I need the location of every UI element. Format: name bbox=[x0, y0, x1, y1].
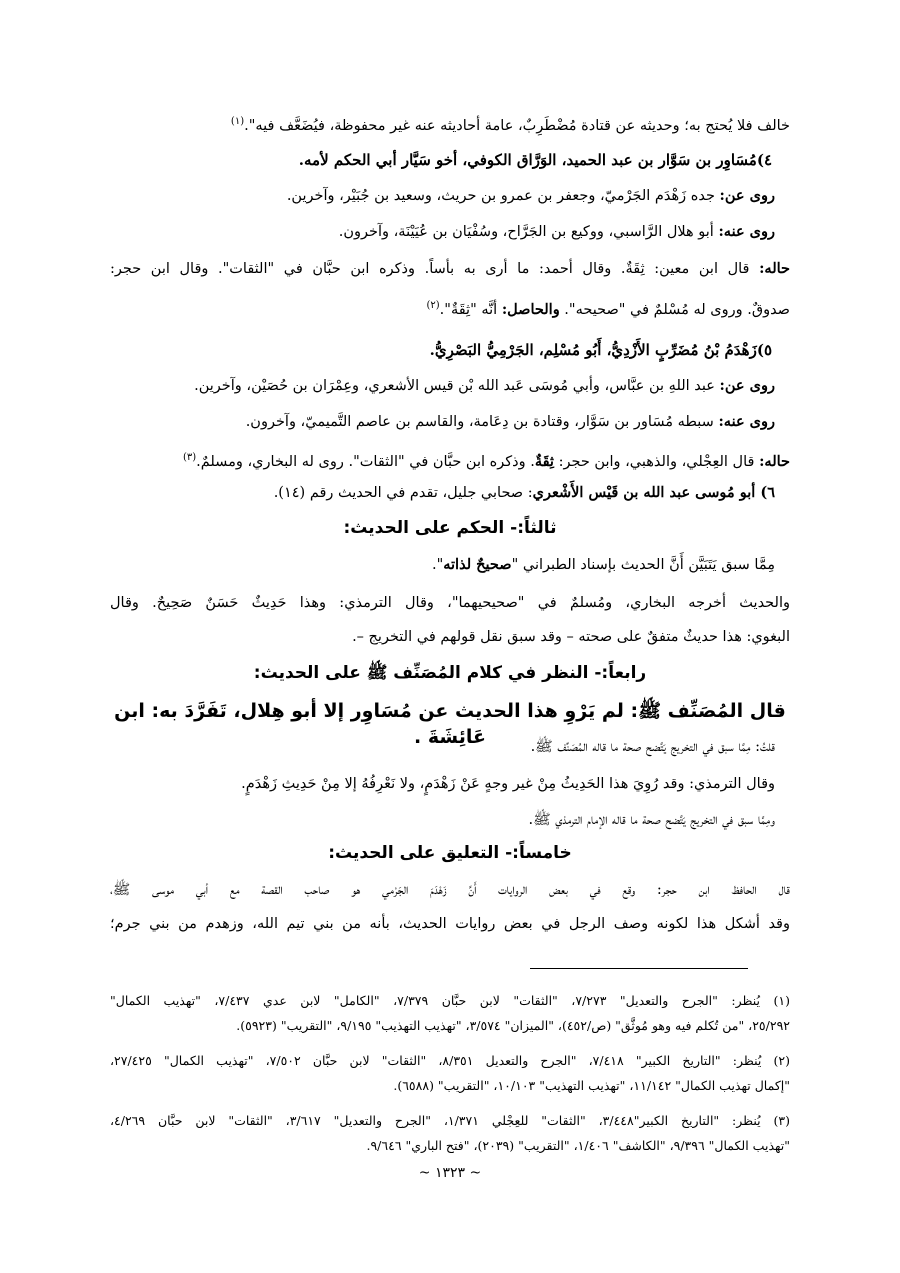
body-line-1: خالف فلا يُحتج به؛ وحديثه عن قتادة مُضْطَرِبٌ، عامة أحاديثه عنه غير محفوظة، فيُضَعَّف فيه".$^{(١)}$ bbox=[230, 116, 790, 134]
section-heading-ruling: ثالثاً:- الحكم على الحديث: bbox=[343, 518, 557, 538]
footnote-ref-2: (٢) bbox=[426, 300, 440, 311]
footnote-separator bbox=[530, 968, 748, 969]
body-line-status: حاله: قال ابن معين: ثِقَةٌ. وقال أحمد: ما أرى به بأساً. وذكره ابن حبَّان في "الثقات". وقال ابن حجر: bbox=[110, 260, 790, 277]
body-line-conclusion: صدوقٌ. وروى له مُسْلمٌ في "صحيحه". والحاصل: أنَّه "ثِقَةٌ".$^{(٢)}$ bbox=[426, 300, 790, 318]
narrator-heading-6: ٦) أبو مُوسى عبد الله بن قَيْس الأَشْعري: صحابي جليل، تقدم في الحديث رقم (١٤). bbox=[273, 484, 775, 501]
body-line-commentary-2: وقد أشكل هذا لكونه وصف الرجل في بعض روايات الحديث، بأنه من بني تيم الله، وزهدم من بني جرم؛ bbox=[110, 916, 790, 932]
body-line-commentary-1: قال الحافظ ابن حجر: وقع في بعض الروايات أَنَّ زَهْدَمَ الجَرْمي هو صاحب القصة مع أبي موسى ﷺ، bbox=[110, 882, 790, 898]
footnote-3-line-1: (٣) يُنظر: "التاريخ الكبير"٣/٤٤٨، "الثقات" للعِجْلي ١/٣٧١، "الجرح والتعديل" ٣/٦١٧، "الثقات" لابن حبَّان ٤/٢٦٩، bbox=[110, 1113, 791, 1128]
section-heading-commentary: خامساً:- التعليق على الحديث: bbox=[328, 843, 572, 863]
section-heading-author-view: رابعاً:- النظر في كلام المُصَنِّف ﷺ على الحديث: bbox=[253, 663, 647, 683]
narrator-heading-5: ٥)زَهْدَمُ بْنُ مُضَرِّبٍ الأَزْدِيُّ، أَبُو مُسْلِم، الجَرْمِيُّ البَصْرِيُّ. bbox=[429, 341, 772, 359]
narrator-heading-4: ٤)مُسَاوِر بن سَوَّار بن عبد الحميد، الوَرَّاق الكوفي، أخو سَيَّار أبي الحكم لأمه. bbox=[298, 151, 772, 169]
body-line-takhrij: والحديث أخرجه البخاري، ومُسلمٌ في "صحيحيهما"، وقال الترمذي: وهذا حَدِيثٌ حَسَنٌ صَحِيحٌ. وقال bbox=[110, 595, 790, 611]
author-quote: قال المُصَنِّف ﷺ: لم يَرْوِ هذا الحديث عن مُسَاوِر إلا أبو هِلال، تَفَرَّدَ به: ابن عَائِشَةَ . bbox=[114, 700, 786, 748]
footnote-1-line-2: ٢٥/٢٩٢، "من تُكلم فيه وهو مُوثَّق" (ص/٤٥٢)، "الميزان" ٣/٥٧٤، "تهذيب التهذيب" ٩/١٩٥، "التقريب" (٥٩٢٣). bbox=[236, 1018, 790, 1033]
body-line-ruling: مِمَّا سبق يَتَبَيَّن أَنَّ الحديث بإسناد الطبراني "صحيحٌ لذاته". bbox=[431, 556, 775, 573]
body-line-tirmidhi: وقال الترمذي: وقد رُوِيَ هذا الحَدِيثُ مِنْ غير وجهٍ عَنْ زَهْدَمٍ، ولا نَعْرِفُهُ إلا مِنْ حَدِيثِ زَهْدَمٍ. bbox=[241, 776, 775, 792]
footnote-ref-3: (٣) bbox=[182, 452, 197, 463]
footnote-3-line-2: "تهذيب الكمال" ٩/٣٩٦، "الكاشف" ١/٤٠٦، "التقريب" (٢٠٣٩)، "فتح الباري" ٩/٦٤٦. bbox=[366, 1138, 790, 1153]
body-line-narrated-by: روى عنه: أبو هلال الرَّاسبي، ووكيع بن الجَرَّاح، وسُفْيَان بن عُيَيْنَة، وآخرون. bbox=[338, 223, 775, 240]
body-line-comment-1: قلتُ: مِمَّا سبق في التخريج يَتَّضح صحة ما قاله المُصَنِّف ﷺ. bbox=[530, 739, 775, 755]
body-line-baghawi: البغوي: هذا حديثٌ متفقٌ على صحته – وقد سبق نقل قولهم في التخريج –. bbox=[352, 629, 790, 645]
body-line-status-2: حاله: قال العِجْلي، والذهبي، وابن حجر: ثِقَةٌ. وذكره ابن حبَّان في "الثقات". روى له البخاري، ومسلمٌ.$^{(٣)}$ bbox=[182, 452, 790, 470]
body-line-narrated-from-2: روى عن: عبد اللهِ بن عبَّاس، وأبي مُوسَى عَبد الله بْن قيس الأشعري، وعِمْرَان بن حُصَيْن، وآخرين. bbox=[194, 377, 775, 394]
body-line-narrated-from: روى عن: جده زَهْدَم الجَرْميّ، وجعفر بن عمرو بن حريث، وسعيد بن جُبَيْر، وآخرين. bbox=[286, 187, 775, 204]
footnote-2-line-2: "إكمال تهذيب الكمال" ١١/١٤٢، "تهذيب التهذيب" ١٠/١٠٣، "التقريب" (٦٥٨٨). bbox=[393, 1078, 790, 1093]
footnote-2-line-1: (٢) يُنظر: "التاريخ الكبير" ٧/٤١٨، "الجرح والتعديل ٨/٣٥١، "الثقات" لابن حبَّان ٧/٥٠٢، "تهذيب الكمال" ٢٧/٤٢٥، bbox=[110, 1053, 790, 1068]
footnote-ref-1: (١) bbox=[230, 116, 245, 127]
page-number: ~ ١٣٢٣ ~ bbox=[418, 1165, 482, 1181]
footnote-1-line-1: (١) يُنظر: "الجرح والتعديل" ٧/٢٧٣، "الثقات" لابن حبَّان ٧/٣٧٩، "الكامل" لابن عدي ٧/٤٣٧، "تهذيب الكمال" bbox=[110, 993, 790, 1008]
body-line-narrated-by-2: روى عنه: سبطه مُسَاور بن سَوَّار، وقتادة بن دِعَامة، والقاسم بن عاصم التَّميميّ، وآخرون. bbox=[245, 413, 775, 430]
body-line-comment-2: ومِمَّا سبق في التخريج يَتَّضح صحة ما قاله الإمام الترمذي ﷺ. bbox=[528, 812, 775, 828]
